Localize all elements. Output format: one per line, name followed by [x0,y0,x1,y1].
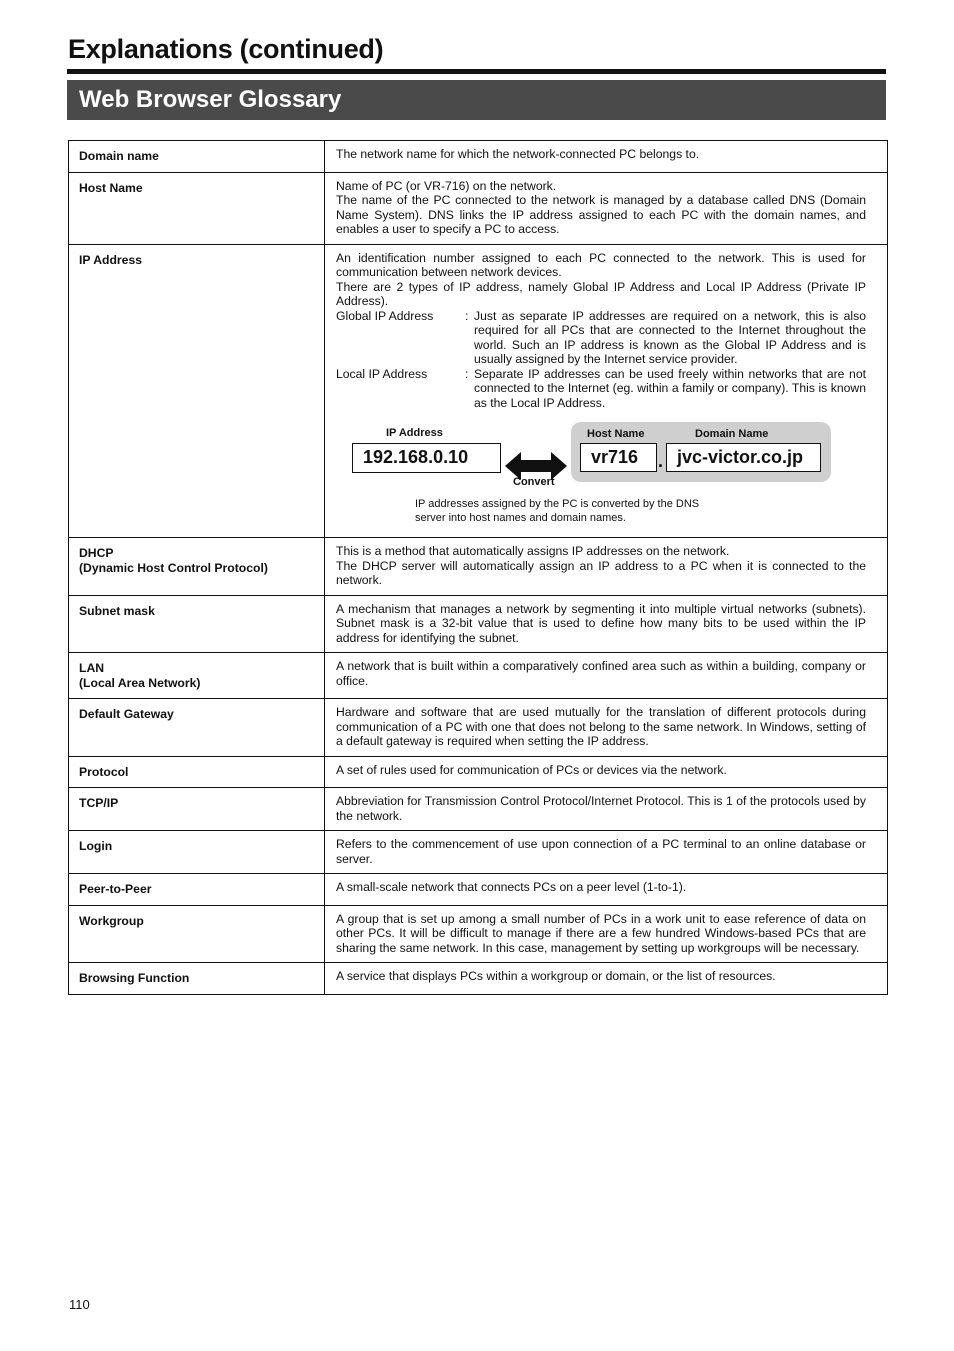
definition-paragraph: A small-scale network that connects PCs on a peer level (1-to-1). [336,880,687,894]
glossary-definition [325,595,888,653]
glossary-row [69,874,888,906]
section-heading: Web Browser Glossary [67,80,886,120]
host-name-box: vr716 [580,443,657,472]
subitem-label: Local IP Address [336,366,428,381]
term-line: DHCP [79,546,114,560]
definition-paragraph: A group that is set up among a small number of PCs in a work unit to ease reference of data on other PCs. It will be difficult to manage if there are a few hundred Windows-based PCs that are sharing the same network. In this case, management by setting up workgroups will be necessary. [336,911,866,955]
definition-paragraph: An identification number assigned to each PC connected to the network. This is used for communication between network devices. [336,250,866,279]
glossary-row [69,831,888,874]
definition-paragraph: Abbreviation for Transmission Control Protocol/Internet Protocol. This is 1 of the protocols used by the network. [336,794,866,823]
term-line: Protocol [79,764,129,779]
definition-subitem [336,367,866,411]
term-line: (Dynamic Host Control Protocol) [79,560,268,575]
glossary-term [69,244,325,538]
term-line: Domain name [79,149,159,163]
caption-line: server into host names and domain names. [415,511,626,524]
definition-paragraph: A network that is built within a comparatively confined area such as within a building, company or office. [336,659,866,688]
definition-paragraph: There are 2 types of IP address, namely Global IP Address and Local IP Address (Private IP Address). [336,279,866,308]
term-line: Subnet mask [79,603,155,618]
glossary-row [69,756,888,788]
glossary-definition [325,699,888,757]
page-title: Explanations (continued) [68,34,384,64]
glossary-definition [325,538,888,596]
subitem-text: Just as separate IP addresses are required on a network, this is also required for all PCs that are connected to the Internet throughout the world. Such an IP address is known as the Global IP Address and is usually assigned by the Internet service provider. [474,308,866,366]
glossary-term [69,874,325,906]
term-line: Default Gateway [79,707,174,721]
glossary-row [69,905,888,963]
glossary-term [69,699,325,757]
glossary-row [69,699,888,757]
definition-paragraph: The name of the PC connected to the network is managed by a database called DNS (Domain Name System). DNS links the IP address assigned to each PC with the domain names, and enables a user to specify a PC to access. [336,193,866,236]
glossary-term [69,653,325,699]
glossary-definition [325,244,888,538]
glossary-definition [325,963,888,995]
glossary-row [69,653,888,699]
definition-subitem [336,309,866,367]
glossary-definition [325,653,888,699]
glossary-term [69,141,325,173]
title-rule [67,69,886,74]
glossary-row [69,788,888,831]
glossary-row [69,141,888,173]
term-line: Browsing Function [79,971,190,985]
definition-paragraph: A mechanism that manages a network by segmenting it into multiple virtual networks (subnets). Subnet mask is a 32-bit value that is used to define how many bits to be used within the IP address for identifying the subnet. [336,601,866,645]
term-line: Workgroup [79,913,144,928]
definition-paragraph: Refers to the commencement of use upon connection of a PC terminal to an online database or server. [336,837,866,866]
convert-label: Convert [513,476,555,488]
diagram-caption [415,498,699,525]
glossary-term [69,788,325,831]
definition-paragraph: Hardware and software that are used mutually for the translation of different protocols during communication of a PC with one that does not belong to the same network. In Windows, setting of a default gateway is required when setting the IP address. [336,705,866,748]
definition-paragraph: A set of rules used for communication of PCs or devices via the network. [336,762,727,777]
separator-dot: . [658,451,664,471]
domain-name-label: Domain Name [695,428,769,440]
glossary-term [69,963,325,995]
glossary-definition [325,831,888,874]
ip-address-box: 192.168.0.10 [352,443,501,473]
term-line: Peer-to-Peer [79,882,152,896]
glossary-definition [325,756,888,788]
glossary-row [69,244,888,538]
definition-paragraph: A service that displays PCs within a workgroup or domain, or the list of resources. [336,969,776,983]
term-line: TCP/IP [79,796,119,810]
term-line: Host Name [79,180,143,195]
term-line: Login [79,839,113,853]
glossary-term [69,831,325,874]
definition-paragraph: The network name for which the network-connected PC belongs to. [336,147,700,161]
glossary-definition [325,172,888,244]
ip-conversion-diagram [336,418,866,530]
glossary-row [69,595,888,653]
glossary-row [69,172,888,244]
glossary-term [69,538,325,596]
glossary-row [69,538,888,596]
domain-name-box: jvc-victor.co.jp [666,443,821,472]
glossary-definition [325,788,888,831]
ip-address-label: IP Address [386,427,443,439]
definition-paragraph: This is a method that automatically assigns IP addresses on the network. [336,544,730,558]
term-line: (Local Area Network) [79,675,201,690]
term-line: LAN [79,661,105,675]
subitem-label: Global IP Address [336,308,434,323]
host-name-label: Host Name [587,428,645,440]
definition-paragraph: The DHCP server will automatically assign an IP address to a PC when it is connected to the network. [336,558,866,587]
subitem-colon: : [465,308,469,323]
definition-paragraph: Name of PC (or VR-716) on the network. [336,178,557,193]
glossary-term [69,595,325,653]
glossary-definition [325,141,888,173]
glossary-definition [325,874,888,906]
page-number: 110 [69,1297,90,1312]
caption-line: IP addresses assigned by the PC is converted by the DNS [415,498,700,510]
subitem-colon: : [465,366,469,381]
glossary-definition [325,905,888,963]
glossary-row [69,963,888,995]
glossary-term [69,756,325,788]
glossary-term [69,172,325,244]
glossary-term [69,905,325,963]
term-line: IP Address [79,252,142,267]
subitem-text: Separate IP addresses can be used freely within networks that are not connected to the Internet (eg. within a family or company). This is known as the Local IP Address. [474,366,866,410]
glossary-table [68,140,888,995]
